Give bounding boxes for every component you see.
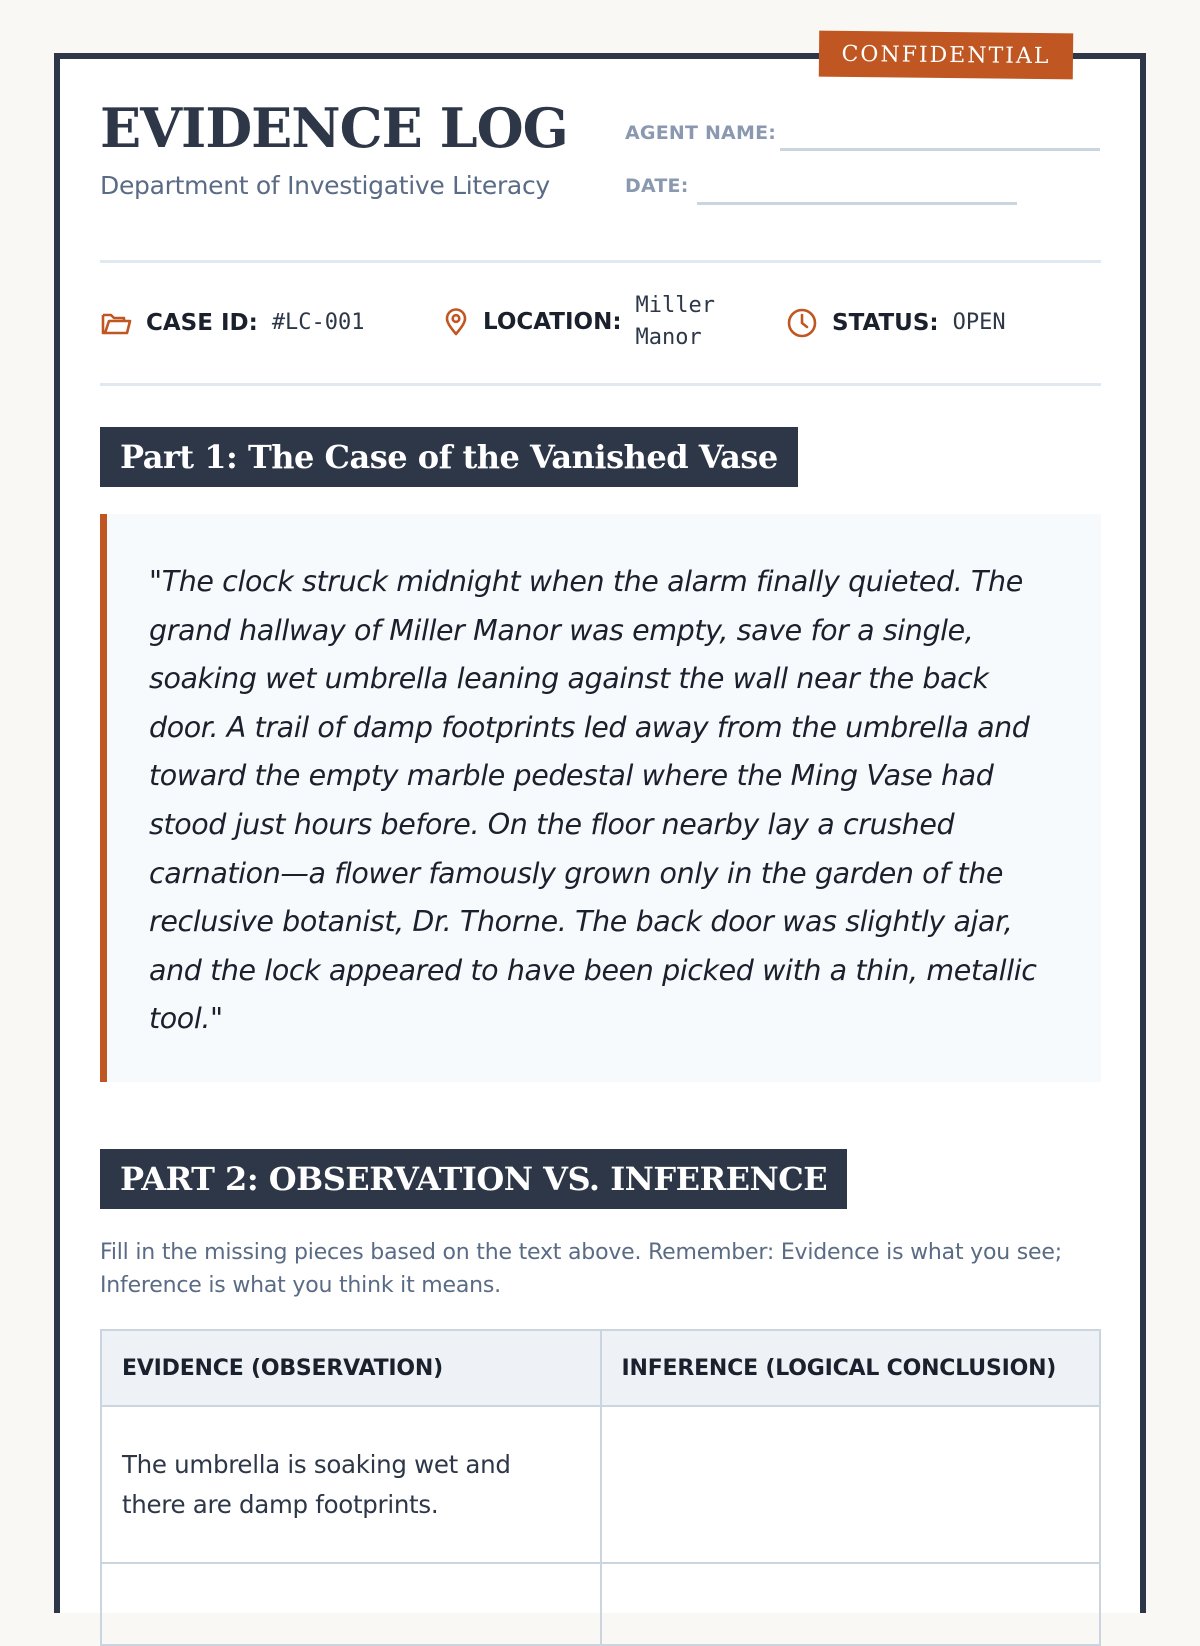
story-passage: "The clock struck midnight when the alarm finally quieted. The grand hallway of Miller Manor was empty, save for a single, soaking wet umbrella leaning against the wall near the back door. A trail of damp footprints led away from the umbrella and toward the empty marble pedestal where the Ming Vase had stood just hours before. On the floor nearby lay a crushed carnation—a flower famously grown only in the garden of the reclusive botanist, Dr. Thorne. The back door was slightly ajar, and the lock appeared to have been picked with a thin, metallic tool."	[100, 514, 1101, 1082]
inference-cell-blank[interactable]	[601, 1563, 1101, 1645]
status-value: OPEN	[952, 310, 1006, 335]
status-meta	[786, 302, 1006, 344]
folder-icon	[100, 309, 132, 337]
clock-icon	[786, 307, 818, 339]
status-label: STATUS:	[832, 310, 939, 336]
column-header-inference: INFERENCE (LOGICAL CONCLUSION)	[601, 1330, 1101, 1406]
agent-name-field[interactable]	[780, 148, 1100, 151]
date-label: DATE:	[625, 175, 689, 197]
case-id-value: #LC-001	[271, 310, 365, 335]
page-title: EVIDENCE LOG	[100, 96, 568, 160]
part2-instructions: Fill in the missing pieces based on the text above. Remember: Evidence is what you see; Inference is what you think it means.	[100, 1240, 1062, 1298]
location-value: Miller Manor	[635, 293, 716, 350]
case-id-label: CASE ID:	[146, 310, 258, 336]
location-meta	[443, 290, 726, 354]
evidence-cell-blank[interactable]	[101, 1563, 601, 1645]
page-subtitle: Department of Investigative Literacy	[100, 171, 550, 200]
evidence-cell: The umbrella is soaking wet and there are damp footprints.	[101, 1406, 601, 1563]
table-row	[101, 1406, 1100, 1563]
inference-answer-cell[interactable]	[601, 1406, 1101, 1563]
map-pin-icon	[443, 308, 469, 336]
location-label: LOCATION:	[483, 309, 622, 335]
date-field[interactable]	[697, 202, 1017, 205]
confidential-stamp: CONFIDENTIAL	[819, 31, 1073, 80]
part1-heading: Part 1: The Case of the Vanished Vase	[100, 427, 798, 487]
divider-top	[100, 260, 1101, 263]
agent-name-label: AGENT NAME:	[625, 122, 777, 144]
evidence-table	[100, 1329, 1101, 1646]
part2-heading: PART 2: OBSERVATION VS. INFERENCE	[100, 1149, 847, 1209]
case-id-meta	[100, 302, 365, 344]
table-row	[101, 1563, 1100, 1645]
divider-bottom	[100, 383, 1101, 386]
column-header-evidence: EVIDENCE (OBSERVATION)	[101, 1330, 601, 1406]
